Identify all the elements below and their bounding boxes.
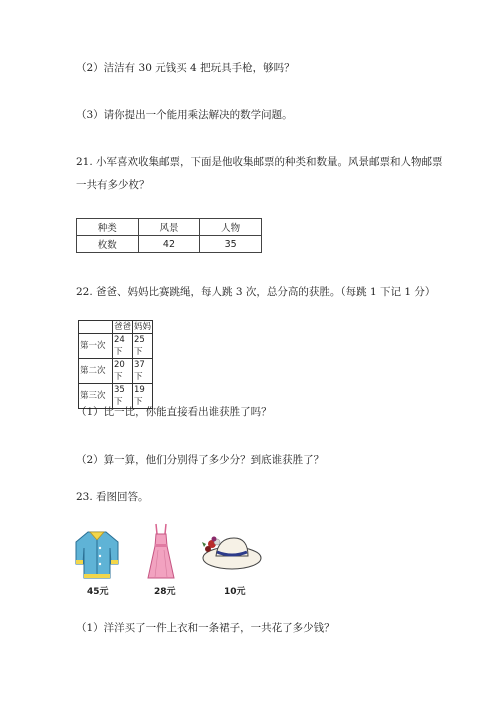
table-cell: 37下	[133, 359, 153, 384]
hat-price: 10元	[224, 587, 246, 597]
q22-line1: 22. 爸爸、妈妈比赛跳绳，每人跳 3 次，总分高的获胜。（每跳 1 下记 1 分）	[76, 286, 436, 298]
table-cell: 20下	[113, 359, 133, 384]
hat-icon	[200, 530, 262, 572]
table-row	[79, 334, 153, 359]
q20-sub3: （3）请你提出一个能用乘法解决的数学问题。	[76, 109, 293, 121]
q23-title: 23. 看图回答。	[76, 491, 149, 503]
table-row	[79, 359, 153, 384]
table-cell	[79, 321, 113, 334]
table-cell: 第一次	[79, 334, 113, 359]
table-cell: 妈妈	[134, 322, 152, 332]
table-cell: 第三次	[79, 384, 113, 409]
q20-sub2: （2）洁洁有 30 元钱买 4 把玩具手枪，够吗？	[76, 62, 295, 74]
table-cell: 42	[138, 236, 200, 253]
table-row	[77, 219, 262, 236]
dress-price: 28元	[154, 587, 176, 597]
table-cell: 种类	[77, 219, 139, 236]
stamps-table	[76, 218, 262, 253]
jacket-icon	[74, 528, 120, 580]
table-cell: 枚数	[77, 236, 139, 253]
dress-icon	[146, 522, 176, 582]
q21-line2: 一共有多少枚？	[76, 179, 150, 191]
table-cell: 风景	[138, 219, 200, 236]
table-cell: 19下	[133, 384, 153, 409]
table-cell: 人物	[200, 219, 262, 236]
q23-sub1: （1）洋洋买了一件上衣和一条裙子，一共花了多少钱？	[76, 622, 335, 634]
table-cell: 35	[200, 236, 262, 253]
table-row	[79, 321, 153, 334]
table-row	[77, 236, 262, 253]
table-cell: 第二次	[79, 359, 113, 384]
table-cell: 爸爸	[114, 322, 132, 332]
table-cell: 25下	[133, 334, 153, 359]
q22-sub1: （1）比一比，你能直接看出谁获胜了吗？	[76, 406, 272, 418]
table-cell: 24下	[113, 334, 133, 359]
table-cell: 35下	[113, 384, 133, 409]
jacket-price: 45元	[87, 587, 109, 597]
scores-table	[78, 320, 153, 409]
q22-sub2: （2）算一算，他们分别得了多少分？到底谁获胜了？	[76, 454, 325, 466]
q21-line1: 21. 小军喜欢收集邮票，下面是他收集邮票的种类和数量。风景邮票和人物邮票	[76, 156, 443, 168]
